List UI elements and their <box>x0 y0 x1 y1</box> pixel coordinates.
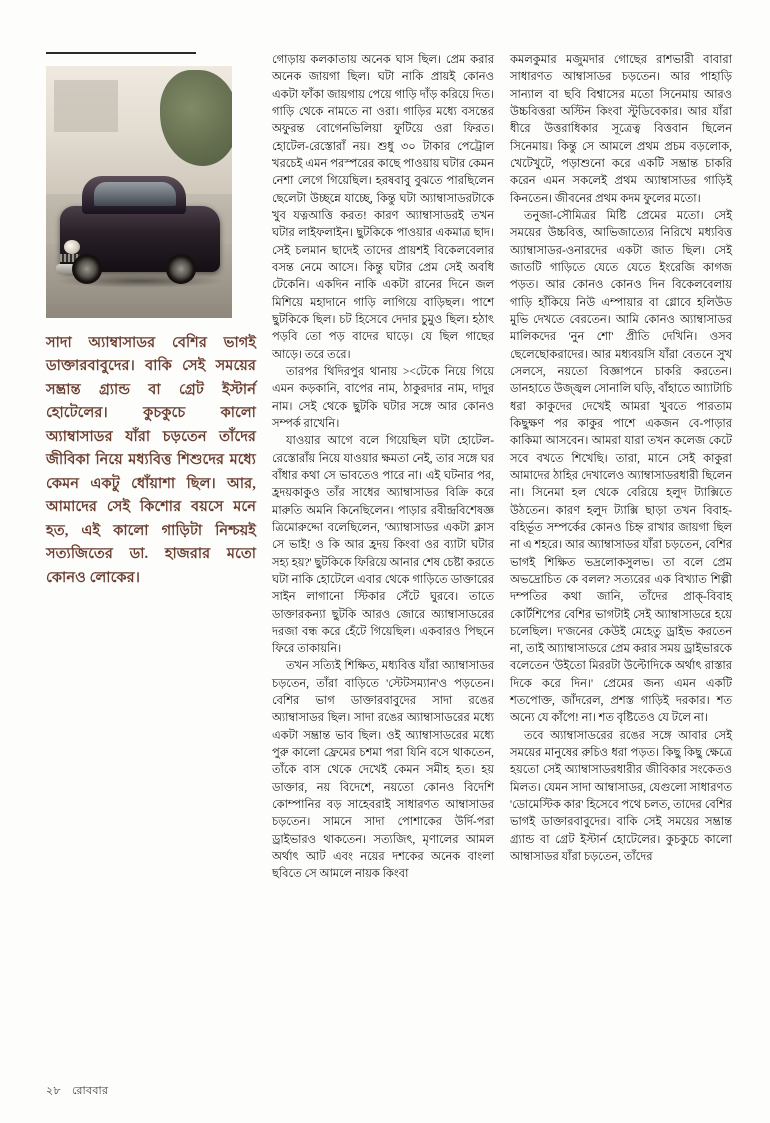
body-paragraph: তখন সত্যিই শিক্ষিত, মধ্যবিত্ত যাঁরা অ্যাম্বাসাডর চড়তেন, তাঁরা বাড়িতে 'স্টেটসম্যান'ও পড়তেন। বেশির ভাগ ডাক্তারবাবুদের সাদা রঙের অ্যাম্বাসাডর ছিল। সাদা রঙের অ্যাম্বাসাডরের মধ্যে একটা সম্ভ্রান্ত ভাব ছিল। ওই অ্যাম্বাসাডরের মধ্যে পুরু কালো ফ্রেমের চশমা পরা যিনি বসে থাকতেন, তাঁকে বাস থেকে দেখেই কেমন সমীহ হত। হয় ডাক্তার, নয় বিদেশে, নয়তো কোনও বিদেশি কোম্পানির বড় সাহেবরাই সাধারণত আম্বাসাডর চড়তেন। সামনে সাদা পোশাকের উর্দি-পরা ড্রাইভারও থাকতেন। সত্যজিৎ, মৃণালের আমল অর্থাৎ আট এবং নয়ের দশকের অনেক বাংলা ছবিতে সে আমলে নায়ক কিংবা <box>272 660 494 881</box>
ambassador-car-photo <box>46 66 232 318</box>
body-paragraph: যাওয়ার আগে বলে গিয়েছিল ঘটা হোটেল-রেস্তোরাঁয় নিয়ে যাওয়ার ক্ষমতা নেই, তার সঙ্গে ঘর বাঁধার কথা সে ভাবতেও পারে না। এই ঘটনার পর, হ্রদয়কাকুও তাঁর সাধের অ্যাম্বাসাডর বিক্রি করে মারুতি অমনি কিনেছিলেন। পাড়ার রবীন্দ্রবিশেষজ্ঞ ত্রিমোরুদ্দাে বলেছিলেন, 'অ্যাম্বাসাডর একটা ক্লাস সে ভাই! ও কি আর হ্রদয় কিংবা ওর ব্যাটা ঘটার সহ্য হয়?' ছুটকিকে ফিরিয়ে আনার শেষ চেষ্টা করতে ঘটা নাকি হোটেলে এবার থেকে গাড়িতে ডাক্তারের সাইন লাগানো স্টিকার সেঁটে ঘুরবে। তাতে ডাক্তারকন্যা ছুটকি আরও জোরে অ্যাম্বাসাডরের দরজা বন্ধ করে হেঁটে গিয়েছিল। একবারও পিছনে ফিরে তাকায়নি। <box>272 435 494 656</box>
article-standfirst: সাদা অ্যাম্বাসাডর বেশির ভাগই ডাক্তারবাবুদের। বাকি সেই সময়ের সম্ভ্রান্ত গ্র্যান্ড বা গ্রেট ইস্টার্ন হোটেলের। কুচকুচে কালো অ্যাম্বাসাডর যাঁরা চড়তেন তাঁদের জীবিকা নিয়ে মধ্যবিত্ত শিশুদের মধ্যে কেমন একটু ধোঁয়াশা ছিল। আর, আমাদের সেই কিশোর বয়সে মনে হত, এই কালো গাড়িটা নিশ্চয়ই সত্যজিতের ডা. হাজরার মতো কোনও লোকের। <box>46 335 256 586</box>
photo-car-headlight <box>64 240 80 254</box>
photo-car-window <box>94 182 176 206</box>
column-right <box>510 52 732 1083</box>
top-rule <box>46 52 196 54</box>
body-paragraph: গোড়ায় কলকাতায় অনেক ঘাস ছিল। প্রেম করার অনেক জায়গা ছিল। ঘটা নাকি প্রায়ই কোনও একটা ফাঁকা জায়গায় পেয়ে গাড়ি দাঁড় করিয়ে দিত। গাড়ি থেকে নামতে না ওরা। গাড়ির মধ্যে বসন্তের অফুরন্ত বোগেনভিলিয়া ফুটিয়ে ওরা ফিরত। হোটেল-রেস্তোরাঁ নয়। শুধু ৩০ টাকার পেট্রোল খরচেই এমন পরস্পরের কাছে পাওয়ায় ঘটার কেমন নেশা লেগে গিয়েছিল। হরষবাবু বুঝতে পারছিলেন ছেলেটা উচ্ছন্নে যাচ্ছে, কিন্তু ঘটা অ্যাম্বাসাডরটাকে খুব যত্নআত্তি করত! কারণ অ্যাম্বাসাডরই তখন ঘটার লাইফলাইন। ছুটকিকে পাওয়ার একমাত্র ছাদ। সেই চলমান ছাদেই তাদের প্রায়শই বিকেলবেলার বসন্ত নেমে আসে। কিন্তু ঘটার প্রেম সেই অবধি টেকেনি। একদিন নাকি একটা রানের দিনে জল মিশিয়ে মহাদানে গাড়ি লাগিয়ে বাড়িছল। পাশে ছুটকিকে ছিল। চট হিসেবে দেদার চুমুও ছিল। হঠাৎ পড়বি তো পড় বাদের ঘাড়ে। যে ছিল গাছের আড়ে। তরে তরে। <box>272 54 494 361</box>
photo-car-rear-wheel <box>166 254 196 284</box>
column-left <box>46 52 256 1083</box>
column-middle <box>272 52 494 1083</box>
body-paragraph: তনুজা-সৌমিত্রর মিষ্টি প্রেমের মতো। সেই সময়ের উচ্চবিত্ত, আভিজাত্যের নিরিখে মধ্যবিত্ত অ্যাম্বাসাডর-ওনারদের একটা জাত ছিল। সেই জাতটি গাড়িতে যেতে যেতে ইংরেজি কাগজ পড়ত। আর কোনও কোনও দিন বিকেলবেলায় গাড়ি হাঁকিয়ে নিউ এম্পায়ার বা গ্লোবে হলিউড মুভি দেখতে বেরতেন। আমি কোনও অ্যাম্বাসাডর মালিকদের 'নুন শো' প্রীতি দেখিনি। ওসব ছেলেছোকরাদের। আর মধ্যবয়সি যাঁরা বেতনে সুখ সেলসে, নয়তো বিজ্ঞাপনে চাকরি করতেন। ডানহাতে উজ্জ্বল সোনালি ঘড়ি, বাঁহাতে আ্যাটাচি ধরা কাকুদের দেখেই আমরা খুবতে পারতাম কিছুক্ষণ পর কাকুর পাশে একজন বে-পাড়ার কাকিমা আসবেন। আমরা যারা তখন কলেজ কেটে সবে বখতে শিখেছি। তারা, মানে সেই কাকুরা আমাদের ঠাহির দেখালেও অ্যাম্বাসাডরধারী ছিলেন না। সিনেমা হল থেকে বেরিয়ে হলুদ ট্যাক্সিতে উঠতেন। কারণ হলুদ ট্যাক্সি ছাড়া তখন বিবাহ-বহির্ভূত সম্পর্কের কোনও চিহ্ন রাখার জায়গা ছিল না এ শহরে। আর অ্যাম্বাসাডর যাঁরা চড়তেন, বেশির ভাগই শিক্ষিত ভদ্রলোকসুলভ। তা বলে প্রেম অভদ্রোচিত কে বলল? সত্যরের এক বিখ্যাত শিল্পী দম্পতির কথা জানি, তাঁদের প্রাক্‌-বিবাহ কোর্টশিপের বেশির ভাগটাই সেই অ্যাম্বাসাডরে হয়ে চলেছিল। দ'জনের কেউই মেহেতু ড্রাইভ করতেন না, তাই আ্যাম্বাসাডরে প্রেম করার সময় ড্রাইভারকে বলেতেন 'উইতো মিররটা উল্টোদিকে অর্থাৎ রাস্তার দিকে করে দিন।' প্রেমের জন্য এমন একটি শতপোক্ত, জাঁদরেল, প্রশস্ত গাড়িই দরকার। শত অন্যে যে কাঁপে! না। শত বৃষ্টিতেও যে টলে না। <box>510 209 732 725</box>
page-footer <box>46 1082 108 1101</box>
page-number: ২৮ <box>46 1085 61 1097</box>
body-paragraph: কমলকুমার মজুমদার গোছের রাশভারী বাবারা সাধারণত আম্বাসাডর চড়তেন। আর পাহাড়ি সান্যাল বা ছবি বিশ্বাসের মতো সিনেমায় আরও উচ্চবিত্তরা অস্টিন কিংবা স্টুডিবেকার। আর যাঁরা ধীরে উত্তরাধিকার সূত্রেত্ব বিত্তবান ছিলেন সিনেমায়। কিন্তু সে আমলে প্রথম প্রচম বড়লোক, খেটেখুটে, পড়াশুনো করে একটি সম্ভ্রান্ত চাকরি করেন এমন সকলেই প্রথম অ্যাম্বাসাডর গাড়িই কিনতেন। জীবনের প্রথম কদম ফুলের মতো। <box>510 54 732 205</box>
body-paragraph: তবে অ্যাম্বাসাডরের রঙের সঙ্গে আবার সেই সময়ের মানুষের রুচিও ধরা পড়ত। কিছু কিছু ক্ষেত্রে হয়তো সেই অ্যাম্বাসাডরধারীর জীবিকার সংকেতও মিলত। যেমন সাদা আম্বাসাডর, যেগুলো সাধারণত 'ডোমেস্টিক কার' হিসেবে পথে চলত, তাদের বেশির ভাগই ডাক্তারবাবুদের। বাকি সেই সময়ের সম্ভ্রান্ত গ্র্যান্ড বা গ্রেট ইস্টার্ন হোটেলের। কুচকুচে কালো আম্বাসাডর যাঁরা চড়তেন, তাঁদের <box>510 729 732 864</box>
publication-name: রোববার <box>71 1085 109 1097</box>
body-paragraph: তারপর থিদিরপুর থানায় ><টেকে নিয়ে গিয়ে এমন কড়কানি, বাপের নাম, ঠাকুরদার নাম, দাদুর নাম। সেই থেকে ছুটকি ঘটার সঙ্গে আর কোনও সম্পর্ক রাখেনি। <box>272 365 494 430</box>
page-content <box>46 52 736 1083</box>
photo-car-front-wheel <box>72 254 102 284</box>
